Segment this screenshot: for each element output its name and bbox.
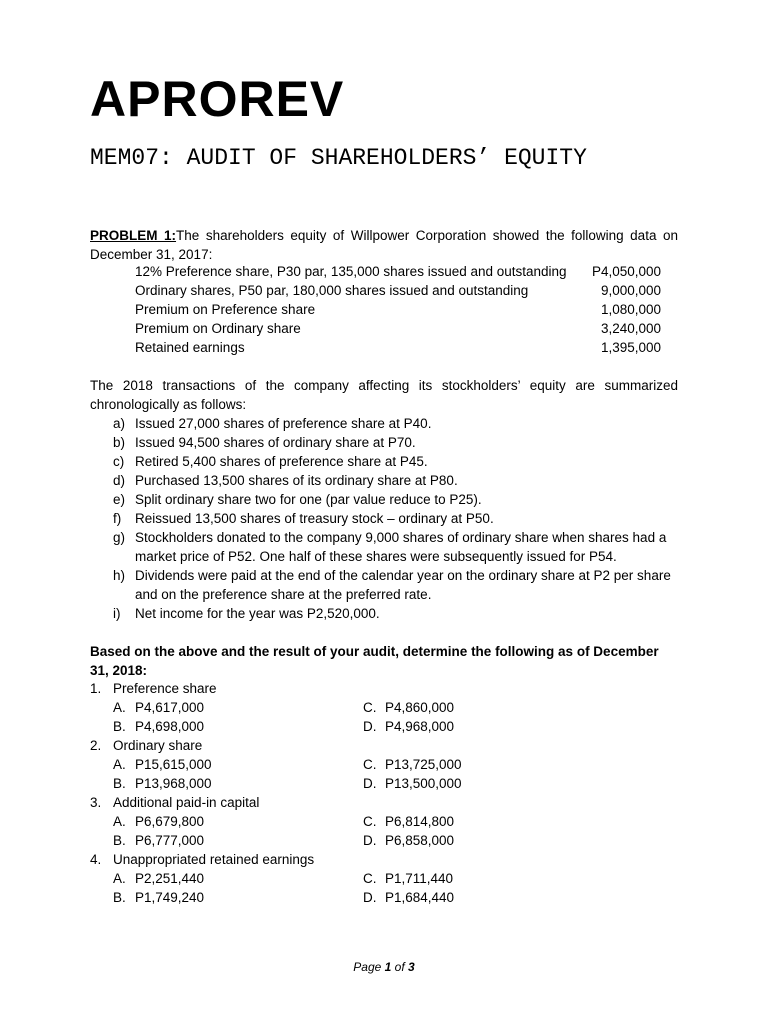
- option-value: P4,968,000: [385, 719, 455, 734]
- equity-amount: 3,240,000: [600, 321, 661, 336]
- equity-row: [135, 281, 665, 300]
- option-value: P4,617,000: [135, 700, 205, 715]
- brand-heading: APROREV: [90, 71, 345, 127]
- transactions-list: [113, 414, 678, 623]
- transaction-item: [113, 490, 678, 509]
- question-title: [90, 850, 678, 869]
- transaction-item: [113, 604, 678, 623]
- problem-label: PROBLEM 1:: [90, 228, 177, 243]
- equity-row: [135, 338, 665, 357]
- transaction-tag: a): [113, 416, 126, 431]
- transaction-text: Issued 27,000 shares of preference share at P40.: [135, 416, 432, 431]
- answer-option: [363, 869, 613, 888]
- problem-intro-text: The shareholders equity of Willpower Corporation showed the following data on December 31, 2017:: [90, 228, 678, 262]
- question-text: Ordinary share: [113, 738, 203, 753]
- option-letter: C.: [363, 871, 377, 886]
- transaction-item: [113, 566, 678, 604]
- transaction-text: Split ordinary share two for one (par value reduce to P25).: [135, 492, 482, 507]
- option-row: [90, 717, 678, 736]
- questions-list: [90, 679, 678, 907]
- equity-amount: 9,000,000: [600, 283, 661, 298]
- option-row: [90, 869, 678, 888]
- answer-option: [113, 888, 363, 907]
- transaction-item: [113, 433, 678, 452]
- footer-of-word: of: [394, 960, 405, 974]
- transaction-tag: c): [113, 454, 125, 469]
- transaction-text: Reissued 13,500 shares of treasury stock – ordinary at P50.: [135, 511, 494, 526]
- option-row: [90, 888, 678, 907]
- option-letter: B.: [113, 776, 126, 791]
- option-letter: B.: [113, 890, 126, 905]
- transaction-tag: i): [113, 606, 121, 621]
- option-value: P1,684,440: [385, 890, 455, 905]
- question-title: [90, 679, 678, 698]
- option-value: P1,711,440: [385, 871, 454, 886]
- document-title: MEM07: AUDIT OF SHAREHOLDERS’ EQUITY: [90, 145, 587, 171]
- footer-page-num: 1: [384, 960, 392, 974]
- transaction-text: Issued 94,500 shares of ordinary share at P70.: [135, 435, 416, 450]
- page-footer: [0, 960, 768, 974]
- answer-option: [363, 831, 613, 850]
- transaction-tag: h): [113, 568, 126, 583]
- option-value: P4,698,000: [135, 719, 205, 734]
- transaction-text: Net income for the year was P2,520,000.: [135, 606, 380, 621]
- questions-intro: Based on the above and the result of your audit, determine the following as of December 31, 2018:: [90, 644, 659, 678]
- option-value: P6,679,800: [135, 814, 205, 829]
- transaction-tag: g): [113, 530, 126, 545]
- equity-amount: 1,395,000: [600, 340, 661, 355]
- option-value: P6,858,000: [385, 833, 455, 848]
- option-letter: A.: [113, 757, 126, 772]
- option-letter: B.: [113, 833, 126, 848]
- transaction-text: Dividends were paid at the end of the calendar year on the ordinary share at P2 per share and on the preference share at the preferred rate.: [135, 568, 671, 602]
- option-letter: A.: [113, 871, 126, 886]
- answer-option: [363, 888, 613, 907]
- transaction-item: [113, 452, 678, 471]
- footer-page-word: Page: [353, 960, 382, 974]
- answer-option: [113, 812, 363, 831]
- question-number: 3.: [90, 795, 102, 810]
- answer-option: [113, 755, 363, 774]
- transaction-tag: e): [113, 492, 126, 507]
- option-letter: C.: [363, 757, 377, 772]
- option-row: [90, 698, 678, 717]
- answer-option: [113, 774, 363, 793]
- transaction-item: [113, 528, 678, 566]
- option-letter: D.: [363, 776, 377, 791]
- answer-option: [363, 698, 613, 717]
- transaction-item: [113, 509, 678, 528]
- answer-option: [363, 774, 613, 793]
- answer-option: [363, 717, 613, 736]
- transaction-tag: d): [113, 473, 126, 488]
- equity-label: Premium on Preference share: [135, 302, 316, 317]
- transactions-intro: The 2018 transactions of the company affecting its stockholders’ equity are summarized chronologically as follows:: [90, 378, 678, 412]
- transaction-text: Stockholders donated to the company 9,000 shares of ordinary share when shares had a market price of P52. One half of these shares were subsequently issued for P54.: [135, 530, 667, 564]
- answer-option: [113, 869, 363, 888]
- option-row: [90, 774, 678, 793]
- answer-option: [113, 717, 363, 736]
- option-letter: A.: [113, 814, 126, 829]
- equity-row: [135, 319, 665, 338]
- option-letter: D.: [363, 890, 377, 905]
- transaction-text: Purchased 13,500 shares of its ordinary share at P80.: [135, 473, 458, 488]
- equity-amount: P4,050,000: [591, 264, 661, 279]
- equity-label: Retained earnings: [135, 340, 245, 355]
- option-value: P2,251,440: [135, 871, 205, 886]
- answer-option: [113, 831, 363, 850]
- transaction-item: [113, 414, 678, 433]
- option-letter: C.: [363, 700, 377, 715]
- option-value: P13,968,000: [135, 776, 212, 791]
- option-value: P13,500,000: [385, 776, 462, 791]
- problem-intro: [90, 226, 678, 264]
- transaction-tag: f): [113, 511, 122, 526]
- equity-row: [135, 262, 665, 281]
- option-value: P15,615,000: [135, 757, 212, 772]
- question-number: 4.: [90, 852, 102, 867]
- option-letter: A.: [113, 700, 126, 715]
- question-number: 2.: [90, 738, 102, 753]
- question-text: Additional paid-in capital: [113, 795, 260, 810]
- equity-row: [135, 300, 665, 319]
- equity-label: Ordinary shares, P50 par, 180,000 shares issued and outstanding: [135, 283, 529, 298]
- option-value: P4,860,000: [385, 700, 455, 715]
- answer-option: [363, 755, 613, 774]
- question-title: [90, 793, 678, 812]
- equity-table: [135, 262, 665, 357]
- option-row: [90, 755, 678, 774]
- option-letter: D.: [363, 719, 377, 734]
- option-row: [90, 812, 678, 831]
- option-value: P13,725,000: [385, 757, 462, 772]
- equity-label: Premium on Ordinary share: [135, 321, 301, 336]
- question-number: 1.: [90, 681, 102, 696]
- option-letter: D.: [363, 833, 377, 848]
- transaction-text: Retired 5,400 shares of preference share at P45.: [135, 454, 428, 469]
- transaction-item: [113, 471, 678, 490]
- question-title: [90, 736, 678, 755]
- option-value: P6,814,800: [385, 814, 455, 829]
- equity-amount: 1,080,000: [600, 302, 661, 317]
- option-letter: C.: [363, 814, 377, 829]
- option-letter: B.: [113, 719, 126, 734]
- answer-option: [363, 812, 613, 831]
- option-row: [90, 831, 678, 850]
- question-text: Preference share: [113, 681, 217, 696]
- option-value: P6,777,000: [135, 833, 205, 848]
- transaction-tag: b): [113, 435, 126, 450]
- equity-label: 12% Preference share, P30 par, 135,000 shares issued and outstanding: [135, 264, 567, 279]
- footer-page-total: 3: [408, 960, 415, 974]
- option-value: P1,749,240: [135, 890, 205, 905]
- question-text: Unappropriated retained earnings: [113, 852, 315, 867]
- answer-option: [113, 698, 363, 717]
